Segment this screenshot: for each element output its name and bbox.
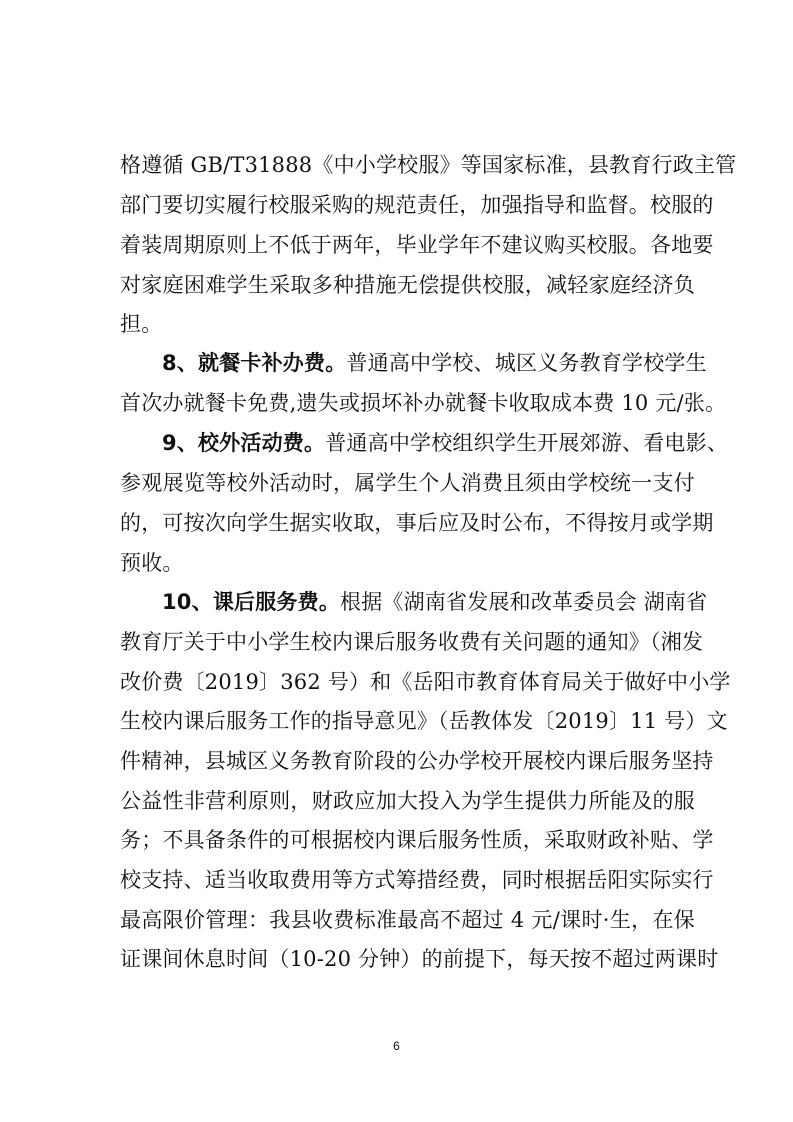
- p4-line-7: 务；不具备条件的可根据校内课后服务性质，采取财政补贴、学: [120, 828, 714, 852]
- p3-line-4: 预收。: [120, 551, 184, 575]
- section-9-heading: 9、校外活动费。: [162, 431, 326, 455]
- p1-line-3: 着装周期原则上不低于两年，毕业学年不建议购买校服。各地要: [120, 233, 714, 257]
- p4-line-4: 生校内课后服务工作的指导意见》（岳教体发〔2019〕11 号）文: [120, 709, 728, 733]
- p1-line-2: 部门要切实履行校服采购的规范责任，加强指导和监督。校服的: [120, 193, 714, 217]
- p1-line-4: 对家庭困难学生采取多种措施无偿提供校服，减轻家庭经济负: [120, 273, 695, 297]
- p1-line-1: 格遵循 GB/T31888《中小学校服》等国家标准，县教育行政主管: [120, 153, 737, 177]
- p4-line-1-text: 根据《湖南省发展和改革委员会 湖南省: [340, 590, 708, 614]
- p3-line-2: 参观展览等校外活动时，属学生个人消费且须由学校统一支付: [120, 471, 695, 495]
- p1-line-5: 担。: [120, 312, 163, 336]
- p2-line-1: [162, 345, 707, 381]
- p2-line-2: 首次办就餐卡免费,遗失或损坏补办就餐卡收取成本费 10 元/张。: [120, 391, 727, 415]
- p4-line-1: [162, 584, 708, 620]
- p4-line-9: 最高限价管理：我县收费标准最高不超过 4 元/课时·生，在保: [120, 908, 695, 932]
- p4-line-10: 证课间休息时间（10-20 分钟）的前提下，每天按不超过两课时: [120, 947, 719, 971]
- p4-line-5: 件精神，县城区义务教育阶段的公办学校开展校内课后服务坚持: [120, 749, 714, 773]
- section-10-heading: 10、课后服务费。: [162, 590, 341, 614]
- p4-line-3: 改价费〔2019〕362 号）和《岳阳市教育体育局关于做好中小学: [120, 670, 731, 694]
- p4-line-2: 教育厅关于中小学生校内课后服务收费有关问题的通知》（湘发: [120, 630, 704, 654]
- p3-line-1-text: 普通高中学校组织学生开展郊游、看电影、: [325, 431, 729, 455]
- p4-line-6: 公益性非营利原则，财政应加大投入为学生提供力所能及的服: [120, 789, 695, 813]
- p4-line-8: 校支持、适当收取费用等方式筹措经费，同时根据岳阳实际实行: [120, 868, 714, 892]
- p3-line-1: [162, 425, 729, 461]
- p3-line-3: 的，可按次向学生据实收取，事后应及时公布，不得按月或学期: [120, 511, 714, 535]
- p2-line-1-text: 普通高中学校、城区义务教育学校学生: [346, 351, 707, 375]
- section-8-heading: 8、就餐卡补办费。: [162, 351, 347, 375]
- page-number: 6: [393, 1039, 400, 1053]
